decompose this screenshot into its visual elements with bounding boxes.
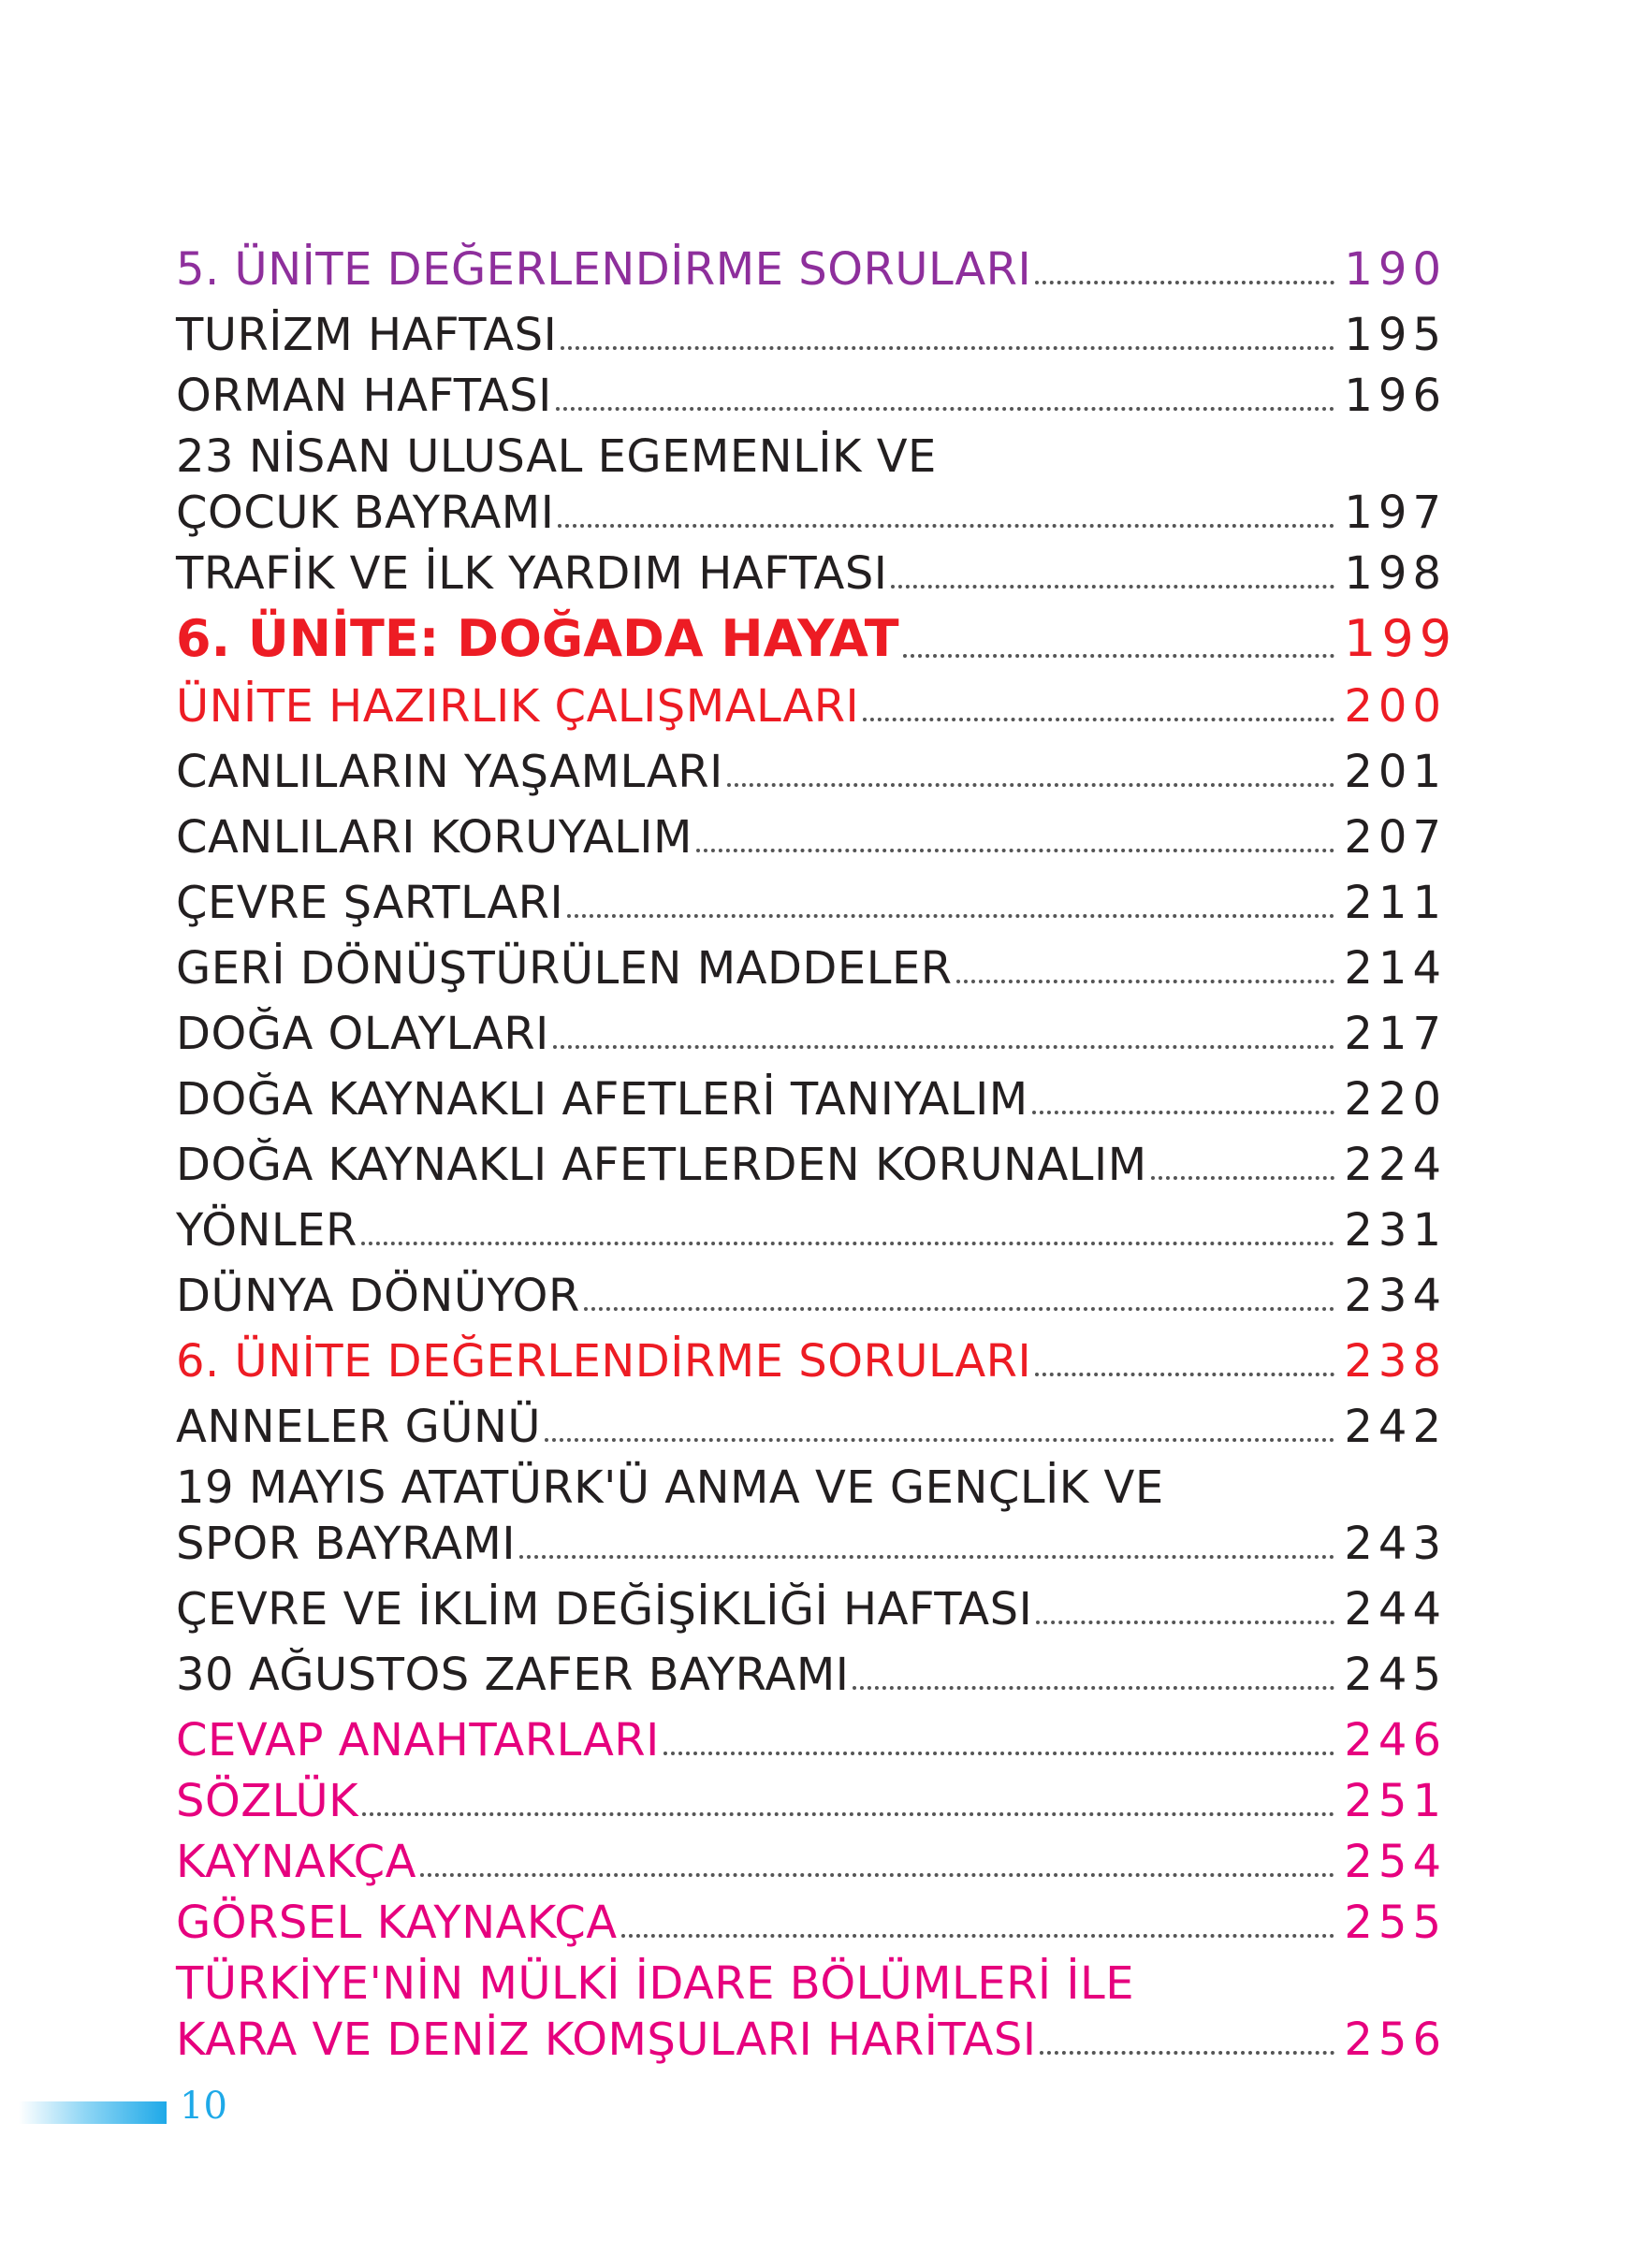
toc-page-number: 197 <box>1344 487 1447 539</box>
toc-page-number: 245 <box>1344 1648 1447 1701</box>
dot-leader <box>567 914 1334 918</box>
dot-leader <box>519 1555 1334 1559</box>
toc-entry[interactable] <box>176 241 1447 298</box>
toc-page-number: 251 <box>1344 1774 1447 1827</box>
toc-page-number: 246 <box>1344 1713 1447 1766</box>
toc-entry-title: DOĞA KAYNAKLI AFETLERDEN KORUNALIM <box>176 1138 1147 1191</box>
dot-leader <box>556 407 1334 411</box>
toc-entry-line2 <box>176 1516 1344 1572</box>
toc-entry[interactable] <box>176 1581 1447 1637</box>
toc-page-number: 214 <box>1344 941 1447 995</box>
toc-entry[interactable] <box>176 1006 1447 1062</box>
toc-entry-title: DOĞA KAYNAKLI AFETLERİ TANIYALIM <box>176 1072 1028 1126</box>
toc-entry[interactable] <box>176 809 1447 865</box>
toc-entry-title: 5. ÜNİTE DEĞERLENDİRME SORULARI <box>176 243 1032 296</box>
toc-page-number: 220 <box>1344 1072 1447 1126</box>
table-of-contents <box>176 241 1458 2072</box>
dot-leader <box>545 1438 1334 1442</box>
toc-entry[interactable] <box>176 744 1447 800</box>
dot-leader <box>1035 281 1334 284</box>
toc-page-number: 217 <box>1344 1007 1447 1060</box>
toc-page-number: 231 <box>1344 1203 1447 1257</box>
toc-entry[interactable] <box>176 1773 1447 1829</box>
dot-leader <box>621 1934 1334 1938</box>
toc-page-number: 244 <box>1344 1582 1447 1636</box>
dot-leader <box>1035 1373 1334 1376</box>
toc-entry-line2 <box>176 485 1344 541</box>
dot-leader <box>1040 2051 1334 2055</box>
dot-leader <box>553 1045 1334 1049</box>
footer-accent-bar <box>19 2101 167 2124</box>
toc-entry[interactable] <box>176 1071 1447 1127</box>
toc-entry-title: KARA VE DENİZ KOMŞULARI HARİTASI <box>176 2013 1037 2066</box>
toc-page-number: 243 <box>1344 1517 1447 1570</box>
toc-entry-title-line1: 23 NİSAN ULUSAL EGEMENLİK VE <box>176 430 937 483</box>
toc-page-number: 200 <box>1344 679 1447 733</box>
toc-page-number: 224 <box>1344 1138 1447 1191</box>
toc-entry[interactable] <box>176 429 1447 541</box>
toc-page-number: 256 <box>1344 2013 1447 2066</box>
toc-entry-title: CANLILARIN YAŞAMLARI <box>176 745 723 798</box>
dot-leader <box>696 849 1334 852</box>
toc-entry[interactable] <box>176 678 1447 734</box>
toc-page-number: 195 <box>1344 309 1447 361</box>
toc-entry-title: KAYNAKÇA <box>176 1835 417 1888</box>
toc-entry-title: GÖRSEL KAYNAKÇA <box>176 1896 618 1949</box>
toc-entry-title: ÇEVRE ŞARTLARI <box>176 876 564 929</box>
dot-leader <box>956 980 1334 983</box>
dot-leader <box>561 346 1334 350</box>
dot-leader <box>1036 1621 1334 1624</box>
toc-entry-title: ÇOCUK BAYRAMI <box>176 487 555 539</box>
toc-entry[interactable] <box>176 940 1447 996</box>
toc-entry[interactable] <box>176 1955 1447 2068</box>
toc-entry-title: ÜNİTE HAZIRLIK ÇALIŞMALARI <box>176 679 860 733</box>
dot-leader <box>1151 1176 1334 1180</box>
toc-entry-title: DOĞA OLAYLARI <box>176 1007 549 1060</box>
dot-leader <box>362 1812 1334 1816</box>
toc-entry-text <box>176 1955 1344 2068</box>
dot-leader <box>1032 1111 1334 1114</box>
toc-entry[interactable] <box>176 1647 1447 1703</box>
toc-page-number: 211 <box>1344 876 1447 929</box>
toc-entry[interactable] <box>176 1399 1447 1455</box>
toc-entry-title-line1: TÜRKİYE'NİN MÜLKİ İDARE BÖLÜMLERİ İLE <box>176 1956 1135 2010</box>
toc-entry-title: TRAFİK VE İLK YARDIM HAFTASI <box>176 547 888 600</box>
toc-entry[interactable] <box>176 1834 1447 1890</box>
toc-entry-text <box>176 1460 1344 1572</box>
toc-entry-title: YÖNLER <box>176 1203 357 1257</box>
toc-entry-title-line1: 19 MAYIS ATATÜRK'Ü ANMA VE GENÇLİK VE <box>176 1461 1164 1514</box>
toc-page-number: 199 <box>1344 609 1458 668</box>
toc-entry-title: CEVAP ANAHTARLARI <box>176 1713 660 1766</box>
dot-leader <box>853 1686 1334 1690</box>
toc-page-number: 255 <box>1344 1896 1447 1949</box>
toc-page-number: 190 <box>1344 243 1447 296</box>
toc-entry-title: ÇEVRE VE İKLİM DEĞİŞİKLİĞİ HAFTASI <box>176 1582 1033 1636</box>
toc-page-number: 238 <box>1344 1334 1447 1388</box>
dot-leader <box>420 1873 1334 1877</box>
toc-entry-title: ANNELER GÜNÜ <box>176 1400 542 1453</box>
toc-entry-title: 6. ÜNİTE: DOĞADA HAYAT <box>176 609 899 668</box>
toc-page-number: 201 <box>1344 745 1447 798</box>
toc-entry-text <box>176 429 1344 541</box>
toc-page-number: 198 <box>1344 547 1447 600</box>
dot-leader <box>361 1242 1334 1245</box>
toc-entry[interactable] <box>176 1268 1447 1324</box>
toc-entry-title: SPOR BAYRAMI <box>176 1517 516 1570</box>
toc-entry-title: TURİZM HAFTASI <box>176 309 558 361</box>
page-number: 10 <box>180 2085 227 2128</box>
dot-leader <box>663 1752 1334 1755</box>
toc-entry[interactable] <box>176 1137 1447 1193</box>
toc-page-number: 234 <box>1344 1269 1447 1322</box>
dot-leader <box>903 654 1334 658</box>
toc-entry-title: GERİ DÖNÜŞTÜRÜLEN MADDELER <box>176 941 953 995</box>
toc-entry[interactable] <box>176 1895 1447 1951</box>
toc-entry[interactable] <box>176 307 1447 363</box>
toc-entry-title: DÜNYA DÖNÜYOR <box>176 1269 580 1322</box>
toc-entry[interactable] <box>176 1712 1447 1768</box>
dot-leader <box>891 585 1334 589</box>
dot-leader <box>727 783 1334 787</box>
toc-entry-title: SÖZLÜK <box>176 1774 359 1827</box>
toc-entry[interactable] <box>176 1202 1447 1258</box>
toc-page-number: 196 <box>1344 370 1447 422</box>
toc-entry[interactable] <box>176 368 1447 424</box>
toc-entry-title: ORMAN HAFTASI <box>176 370 552 422</box>
toc-page-number: 254 <box>1344 1835 1447 1888</box>
toc-unit-heading[interactable] <box>176 607 1458 671</box>
dot-leader <box>558 524 1334 528</box>
dot-leader <box>863 718 1334 721</box>
toc-page-number: 207 <box>1344 810 1447 864</box>
toc-entry-title: CANLILARI KORUYALIM <box>176 810 693 864</box>
toc-entry-title: 30 AĞUSTOS ZAFER BAYRAMI <box>176 1648 850 1701</box>
toc-entry[interactable] <box>176 875 1447 931</box>
toc-entry-title: 6. ÜNİTE DEĞERLENDİRME SORULARI <box>176 1334 1032 1388</box>
toc-entry[interactable] <box>176 545 1447 602</box>
dot-leader <box>584 1307 1334 1311</box>
toc-entry-line2 <box>176 2012 1344 2068</box>
toc-page-number: 242 <box>1344 1400 1447 1453</box>
toc-entry[interactable] <box>176 1333 1447 1389</box>
toc-entry[interactable] <box>176 1460 1447 1572</box>
